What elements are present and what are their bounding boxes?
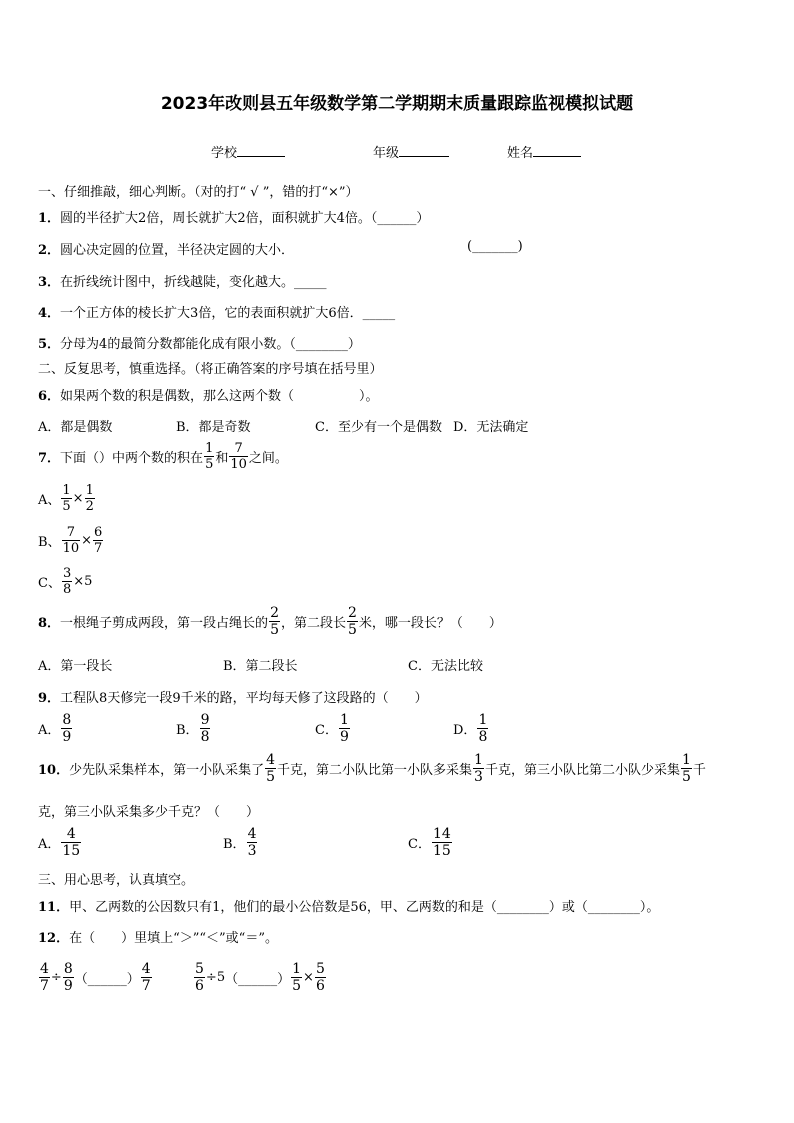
- question-number: 6．: [38, 389, 61, 404]
- question-text: 下面（）中两个数的积在: [60, 451, 204, 466]
- grade-label: 年级: [373, 146, 400, 161]
- question-text: 分母为4的最简分数都能化成有限小数。（________）: [60, 337, 361, 352]
- option-b[interactable]: [38, 526, 104, 555]
- question-10-line2: 克，第三小队采集多少千克？（ ）: [38, 805, 260, 820]
- operator: ×: [72, 491, 84, 506]
- question-12: [38, 927, 278, 946]
- option-c[interactable]: [408, 827, 453, 858]
- question-8: [38, 606, 502, 637]
- section1-heading: 一、仔细推敲，细心判断。（对的打“ √ ”，错的打“×”）: [38, 185, 359, 200]
- name-blank[interactable]: [533, 156, 581, 157]
- fraction: $\frac{1}{2}$: [85, 483, 94, 514]
- question-number: 8．: [38, 616, 61, 631]
- question-text: 米，哪一段长？（ ）: [358, 616, 502, 631]
- operator: ÷5: [205, 970, 226, 985]
- answer-blank[interactable]: （______）: [74, 972, 140, 987]
- fraction: $\frac{2}{5}$: [348, 605, 357, 638]
- question-text: 千克，第三小队比第二小队少采集: [484, 763, 680, 778]
- option-a[interactable]: A．都是偶数: [38, 420, 113, 435]
- fraction: $\frac{1}{5}$: [205, 441, 214, 472]
- option-label: B、: [38, 535, 61, 550]
- question-number: 3．: [38, 275, 61, 290]
- option-b[interactable]: [223, 827, 258, 858]
- question-text: 少先队采集样本，第一小队采集了: [69, 763, 265, 778]
- question-number: 2．: [38, 243, 61, 258]
- question-text: 和: [215, 451, 229, 466]
- question-6: [38, 385, 379, 404]
- option-a[interactable]: [38, 713, 73, 744]
- grade-field: [373, 142, 449, 161]
- option-b[interactable]: [176, 713, 211, 744]
- school-field: [211, 142, 285, 161]
- question-number: 5．: [38, 337, 61, 352]
- fraction: $\frac{5}{6}$: [195, 961, 204, 994]
- question-text: ，第二段长: [280, 616, 346, 631]
- option-label: B．: [176, 723, 199, 738]
- fraction: $\frac{1}{8}$: [478, 712, 488, 745]
- question-text: 之间。: [248, 451, 288, 466]
- option-label: C．: [315, 723, 338, 738]
- question-text: 圆心决定圆的位置，半径决定圆的大小．: [60, 243, 295, 258]
- fraction: $\frac{5}{6}$: [315, 961, 325, 994]
- option-label: C、: [38, 576, 61, 591]
- fraction: $\frac{4}{5}$: [266, 752, 276, 785]
- grade-blank[interactable]: [399, 156, 449, 157]
- question-5: [38, 333, 361, 352]
- fraction: $\frac{8}{9}$: [62, 712, 72, 745]
- question-text: 在折线统计图中，折线越陡，变化越大。_____: [60, 275, 327, 290]
- operator: ×: [303, 970, 314, 985]
- fraction: $\frac{9}{8}$: [200, 712, 210, 745]
- name-label: 姓名: [507, 146, 534, 161]
- option-d[interactable]: [453, 713, 489, 744]
- question-number: 9．: [38, 691, 61, 706]
- section2-heading: 二、反复思考，慎重选择。（将正确答案的序号填在括号里）: [38, 362, 383, 377]
- answer-blank[interactable]: （______）: [225, 972, 291, 987]
- question-text: 如果两个数的积是偶数，那么这两个数（ ）。: [60, 389, 379, 404]
- name-field: [507, 142, 581, 161]
- question-10: [38, 753, 706, 784]
- operator: ÷: [50, 970, 62, 985]
- operator: ×5: [73, 574, 93, 589]
- fraction: $\frac{7}{10}$: [230, 441, 247, 472]
- fraction: $\frac{1}{3}$: [474, 752, 483, 785]
- question-number: 4．: [38, 306, 61, 321]
- question-text: 千: [692, 763, 706, 778]
- question-text: 圆的半径扩大2倍，周长就扩大2倍，面积就扩大4倍。（______）: [60, 211, 430, 226]
- question-text: 一根绳子剪成两段，第一段占绳长的: [60, 616, 269, 631]
- option-label: C．: [408, 837, 431, 852]
- page-title: 2023年改则县五年级数学第二学期期末质量跟踪监视模拟试题: [160, 94, 634, 114]
- option-b[interactable]: B．第二段长: [223, 659, 298, 674]
- fraction: $\frac{3}{8}$: [62, 566, 72, 597]
- option-label: B．: [223, 837, 246, 852]
- question-number: 12．: [38, 931, 70, 946]
- operator: ×: [81, 533, 93, 548]
- fraction: $\frac{4}{3}$: [247, 826, 257, 859]
- option-c[interactable]: C．至少有一个是偶数: [315, 420, 442, 435]
- fraction: $\frac{1}{5}$: [62, 483, 71, 514]
- fraction: $\frac{1}{5}$: [681, 752, 691, 785]
- question-1: [38, 207, 429, 226]
- fraction: $\frac{4}{7}$: [40, 961, 49, 994]
- section3-heading: 三、用心思考，认真填空。: [38, 873, 195, 888]
- fraction: $\frac{6}{7}$: [94, 525, 103, 556]
- option-c[interactable]: [315, 713, 351, 744]
- comparison-expression-1: [38, 962, 153, 993]
- question-number: 7．: [38, 451, 61, 466]
- question-text: 千克，第二小队比第一小队多采集: [277, 763, 473, 778]
- fraction: $\frac{4}{7}$: [141, 961, 151, 994]
- option-c[interactable]: [38, 567, 92, 596]
- question-number: 11．: [38, 900, 70, 915]
- question-9: [38, 687, 428, 706]
- option-a[interactable]: [38, 484, 96, 513]
- option-label: D．: [453, 723, 477, 738]
- option-label: A．: [38, 723, 61, 738]
- question-number: 10．: [38, 763, 70, 778]
- question-text: 甲、乙两数的公因数只有1，他们的最小公倍数是56，甲、乙两数的和是（________）或（________）。: [69, 900, 660, 915]
- option-label: A、: [38, 493, 61, 508]
- option-a[interactable]: [38, 827, 82, 858]
- option-a[interactable]: A．第一段长: [38, 659, 113, 674]
- option-c[interactable]: C．无法比较: [408, 659, 483, 674]
- question-text: 在（ ）里填上“＞”“＜”或“＝”。: [69, 931, 278, 946]
- school-label: 学校: [211, 146, 238, 161]
- school-blank[interactable]: [237, 156, 285, 157]
- fraction: $\frac{1}{5}$: [292, 961, 302, 994]
- question-4: [38, 302, 395, 321]
- question-text: 工程队8天修完一段9千米的路，平均每天修了这段路的（ ）: [60, 691, 428, 706]
- fraction: $\frac{4}{15}$: [62, 826, 81, 859]
- fraction: $\frac{14}{15}$: [432, 826, 451, 859]
- question-11: [38, 896, 659, 915]
- option-d[interactable]: D．无法确定: [453, 420, 529, 435]
- option-b[interactable]: B．都是奇数: [176, 420, 251, 435]
- option-label: A．: [38, 837, 61, 852]
- question-number: 1．: [38, 211, 61, 226]
- question-2: [38, 239, 294, 258]
- fraction: $\frac{2}{5}$: [270, 605, 279, 638]
- question-7: [38, 442, 288, 471]
- fraction: $\frac{1}{9}$: [339, 712, 349, 745]
- question-text: 一个正方体的棱长扩大3倍，它的表面积就扩大6倍．_____: [60, 306, 396, 321]
- answer-blank[interactable]: (_______): [467, 239, 523, 254]
- question-3: [38, 271, 327, 290]
- fraction: $\frac{7}{10}$: [62, 525, 80, 556]
- fraction: $\frac{8}{9}$: [63, 961, 73, 994]
- comparison-expression-2: [193, 962, 327, 993]
